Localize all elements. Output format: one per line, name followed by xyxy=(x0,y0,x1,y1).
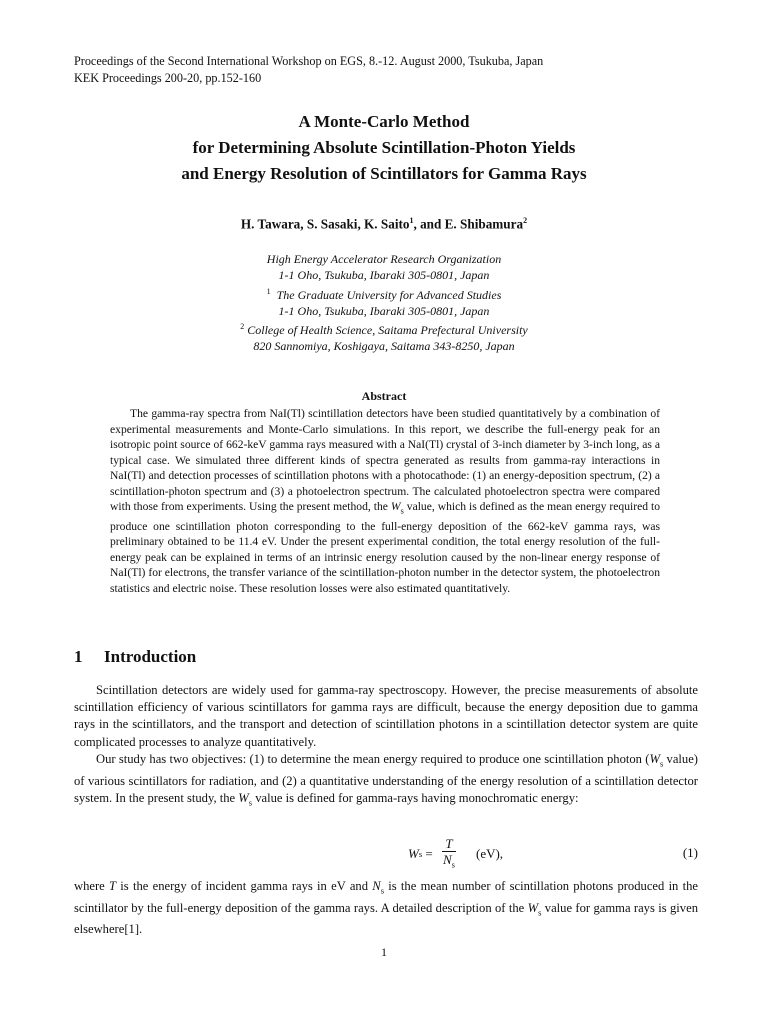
intro-paragraph-1: Scintillation detectors are widely used for gamma-ray spectroscopy. However, the precise measurements of absolute scintillation efficiency of various scintillators for gamma rays are difficult, because the energy deposition due to gamma rays in the scintillators, and the transport and detection of scintillation photons in a scintillation detector system are quite complicated processes to analyze quantitatively. xyxy=(74,683,698,749)
p2-text-c: value is defined for gamma-rays having monochromatic energy: xyxy=(252,790,579,805)
p2-var-w-1: W xyxy=(649,751,660,766)
page-number: 1 xyxy=(381,945,387,959)
eq-lhs-sub: s xyxy=(418,849,423,859)
eq-den-var: N xyxy=(443,851,452,867)
after-var-t: T xyxy=(109,879,117,893)
affiliations xyxy=(0,251,768,355)
abstract-var-w: W xyxy=(390,500,401,513)
section-heading xyxy=(74,647,196,667)
abstract-body xyxy=(110,406,660,596)
abstract-paragraph xyxy=(110,406,660,596)
after-t2: is the energy of incident gamma rays in eV and xyxy=(116,879,373,893)
equation-number: (1) xyxy=(682,845,698,860)
section-number: 1 xyxy=(74,647,83,666)
affiliation-text-3: The Graduate University for Advanced Studies xyxy=(276,287,502,302)
intro-body xyxy=(74,682,698,811)
post-equation-text xyxy=(74,878,698,938)
post-equation-paragraph xyxy=(74,878,698,938)
p2-sub-s-1: s xyxy=(659,758,664,769)
after-var-n: N xyxy=(372,879,381,893)
affiliation-text-5: College of Health Science, Saitama Prefectural University xyxy=(247,323,528,338)
author-sup-1: 1 xyxy=(409,216,414,225)
after-var-w: W xyxy=(527,900,539,915)
equation-expression xyxy=(408,836,503,872)
author-sup-2: 2 xyxy=(523,216,528,225)
title-line-2: for Determining Absolute Scintillation-Photon Yields xyxy=(192,138,576,157)
abstract-text-a: The gamma-ray spectra from NaI(Tl) scintillation detectors have been studied quantitatively by a combination of experimental measurements and Monte-Carlo simulations. In this report, we describe the full-energy peak for an isotropic point source of 662-keV gamma rays measured with a NaI(Tl) crystal of 3-inch diameter by 3-inch long, as a typical case. We simulated three different kinds of spectra generated as results from gamma-ray interactions in NaI(Tl) and detection processes of scintillation photons with a photocathode: (1) an energy-deposition spectrum, (2) a scintillation-photon spectrum and (3) a photoelectron spectrum. The calculated photoelectron spectra were compared with those from experiments. Using the present method, the xyxy=(110,407,660,513)
after-t3: is the mean number of scintillation photons produced in the scintillator by the full-energy deposition of the gamma rays. A detailed description of the xyxy=(74,879,699,915)
abstract-text-b: value, which is defined as the mean energy required to produce one scintillation photon corresponding to the full-energy deposition of the 662-keV gamma rays, was preliminary obtained to be 11.4 eV. Under the present experimental condition, the total energy resolution of the full-energy peak can be explained in terms of an intrinsic energy resolution caused by the non-linear energy response of NaI(Tl) for electrons, the transfer variance of the scintillation-photon number in the detector system, the photoelectron statistics and electric noise. These resolution losses were also estimated quantitatively. xyxy=(110,500,660,595)
after-sub-n: s xyxy=(380,885,384,896)
affiliation-sup-1: 1 xyxy=(266,286,271,296)
affiliation-line-4: 1-1 Oho, Tsukuba, Ibaraki 305-0801, Japan xyxy=(278,303,490,318)
affiliation-sup-2: 2 xyxy=(240,322,245,332)
after-sub-w: s xyxy=(538,907,542,918)
proceedings-header xyxy=(74,53,543,86)
p2-var-w-2: W xyxy=(238,790,249,805)
affiliation-line-6: 820 Sannomiya, Koshigaya, Saitama 343-8250, Japan xyxy=(253,339,515,354)
p2-sub-s-2: s xyxy=(248,797,253,808)
eq-lhs: W xyxy=(408,846,419,861)
eq-equals: = xyxy=(422,846,436,861)
authors-part-2: , and E. Shibamura xyxy=(413,216,524,232)
section-title: Introduction xyxy=(104,647,197,666)
p2-text-a: Our study has two objectives: (1) to determine the mean energy required to produce one scintillation photon ( xyxy=(96,751,650,766)
equation-1 xyxy=(74,836,698,872)
title-line-3: and Energy Resolution of Scintillators for Gamma Rays xyxy=(181,164,587,183)
authors-part-1: H. Tawara, S. Sasaki, K. Saito xyxy=(240,216,410,232)
intro-paragraph-2 xyxy=(74,751,698,812)
affiliation-line-5 xyxy=(0,319,768,338)
header-line-1: Proceedings of the Second International Workshop on EGS, 8.-12. August 2000, Tsukuba, Japan xyxy=(74,54,544,68)
eq-fraction xyxy=(440,836,458,873)
affiliation-line-2: 1-1 Oho, Tsukuba, Ibaraki 305-0801, Japan xyxy=(278,268,490,283)
header-line-2: KEK Proceedings 200-20, pp.152-160 xyxy=(74,70,262,85)
author-list xyxy=(0,216,768,232)
p2-text-b: value) of various scintillators for radiation, and (2) a quantitative understanding of the energy resolution of a scintillation detector system. In the present study, the xyxy=(74,751,698,805)
abstract-heading: Abstract xyxy=(361,389,407,403)
eq-den-sub: s xyxy=(451,859,455,870)
affiliation-line-1: High Energy Accelerator Research Organization xyxy=(266,252,502,266)
affiliation-line-3 xyxy=(0,284,768,303)
eq-numerator: T xyxy=(442,836,455,852)
title-line-1: A Monte-Carlo Method xyxy=(298,112,470,131)
eq-denominator xyxy=(440,852,458,873)
after-t4: value for gamma rays is given elsewhere[1]. xyxy=(74,900,698,937)
after-t1: where xyxy=(74,879,110,893)
abstract-sub-s: s xyxy=(400,505,404,516)
eq-unit: (eV), xyxy=(475,846,504,861)
paper-title xyxy=(0,109,768,187)
